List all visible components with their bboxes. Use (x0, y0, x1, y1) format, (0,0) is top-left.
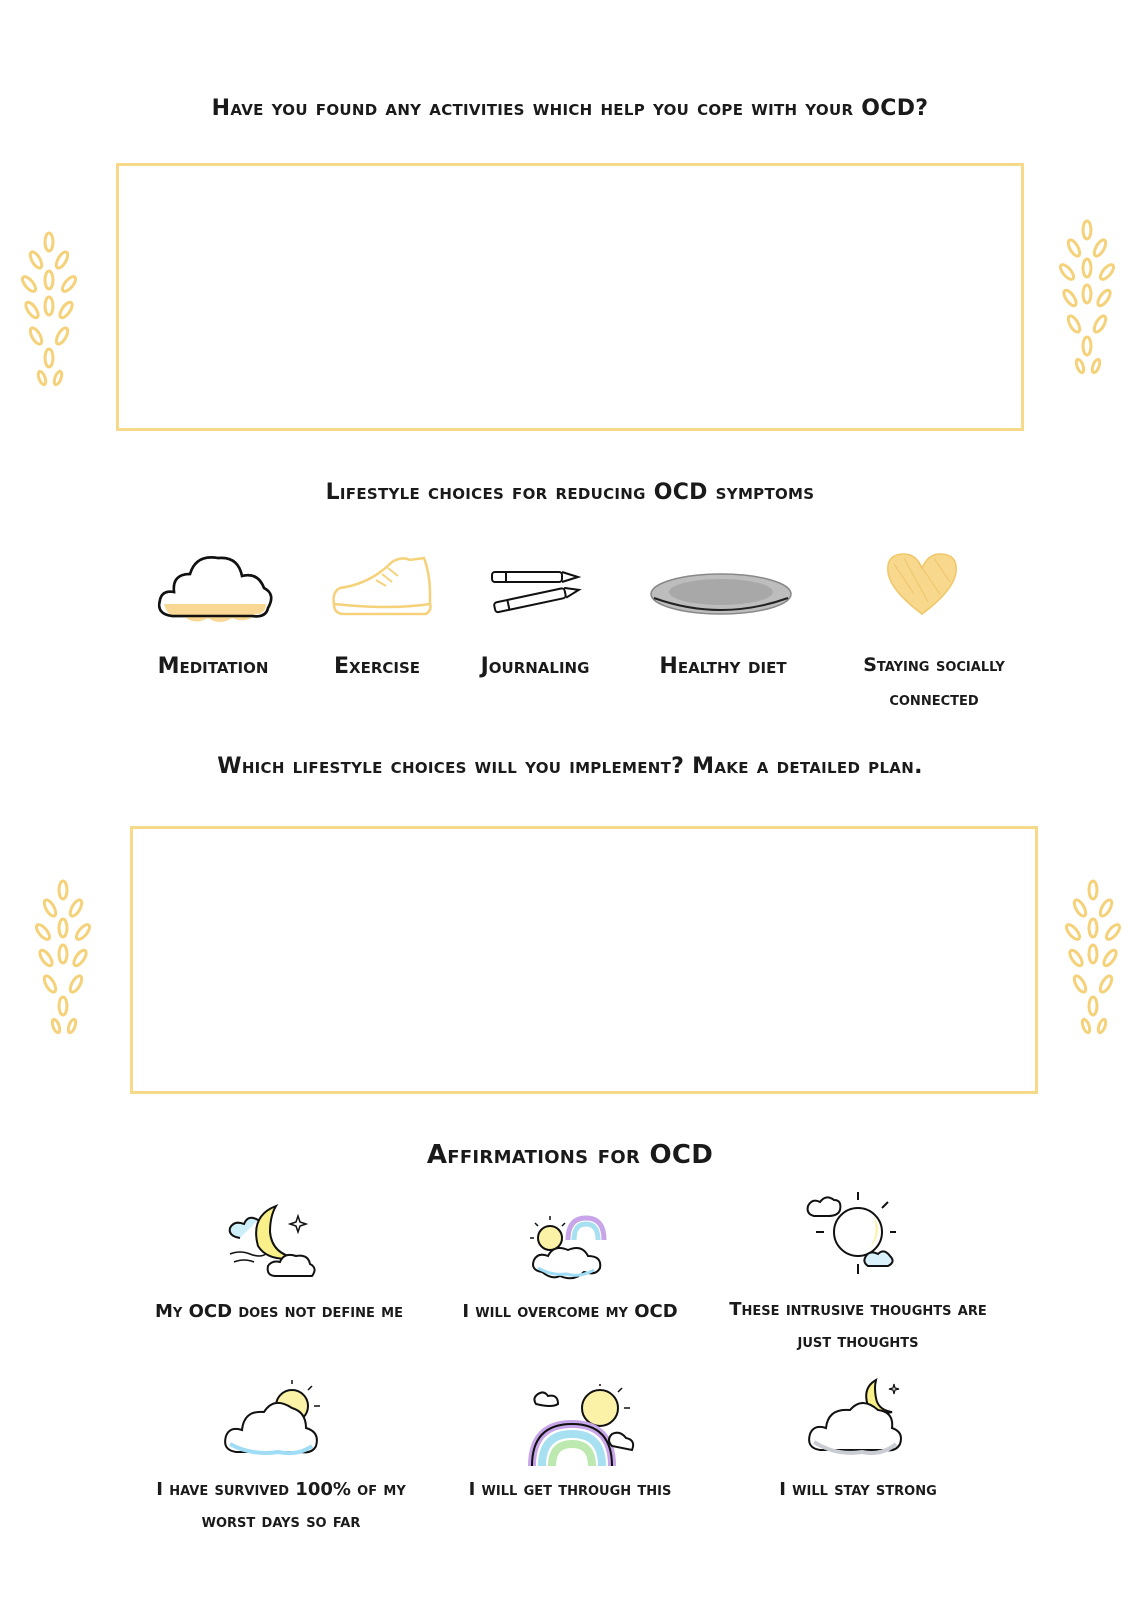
pens-icon (486, 566, 586, 614)
lifestyle-heading: Lifestyle choices for reducing OCD symptoms (325, 480, 815, 505)
plate-icon (650, 572, 792, 616)
lifestyle-label-journaling: Journaling (480, 654, 590, 679)
affirmation-text-survived: I have survived 100% of my worst days so far (156, 1479, 406, 1532)
plan-question-heading: Which lifestyle choices will you implement? Make a detailed plan. (217, 754, 923, 779)
sun-rainbow-cloud-icon (528, 1210, 614, 1284)
leaf-sprig-icon (28, 870, 98, 1040)
leaf-sprig-icon (14, 222, 84, 392)
affirmation-text-stay-strong: I will stay strong (779, 1479, 937, 1500)
coping-question-heading: Have you found any activities which help you cope with your OCD? (211, 96, 929, 121)
affirmation-text-define: My OCD does not define me (155, 1301, 403, 1322)
affirmation-text-overcome: I will overcome my OCD (462, 1301, 678, 1322)
lifestyle-label-exercise: Exercise (333, 654, 421, 679)
heart-icon (884, 550, 960, 616)
leaf-sprig-icon (1058, 870, 1128, 1040)
cloud-sun-icon (222, 1380, 322, 1462)
affirmations-heading: Affirmations for OCD (426, 1140, 714, 1170)
lifestyle-label-healthy-diet: Healthy diet (659, 654, 787, 679)
moon-cloud-icon (226, 1202, 320, 1282)
cloud-moon-icon (806, 1374, 906, 1462)
leaf-sprig-icon (1052, 210, 1122, 380)
sneaker-icon (330, 554, 434, 618)
plan-answer-box[interactable] (130, 826, 1038, 1094)
lifestyle-label-staying-socially-connected: Staying socially connected (863, 654, 1005, 710)
lifestyle-label-meditation: Meditation (157, 654, 269, 679)
cloud-icon (154, 546, 274, 628)
rainbow-sun-icon (528, 1384, 636, 1468)
sun-cloud-icon (804, 1186, 898, 1280)
affirmation-text-intrusive-thoughts: These intrusive thoughts are just thoughts (729, 1299, 987, 1352)
coping-answer-box[interactable] (116, 163, 1024, 431)
affirmation-text-get-through: I will get through this (468, 1479, 672, 1500)
